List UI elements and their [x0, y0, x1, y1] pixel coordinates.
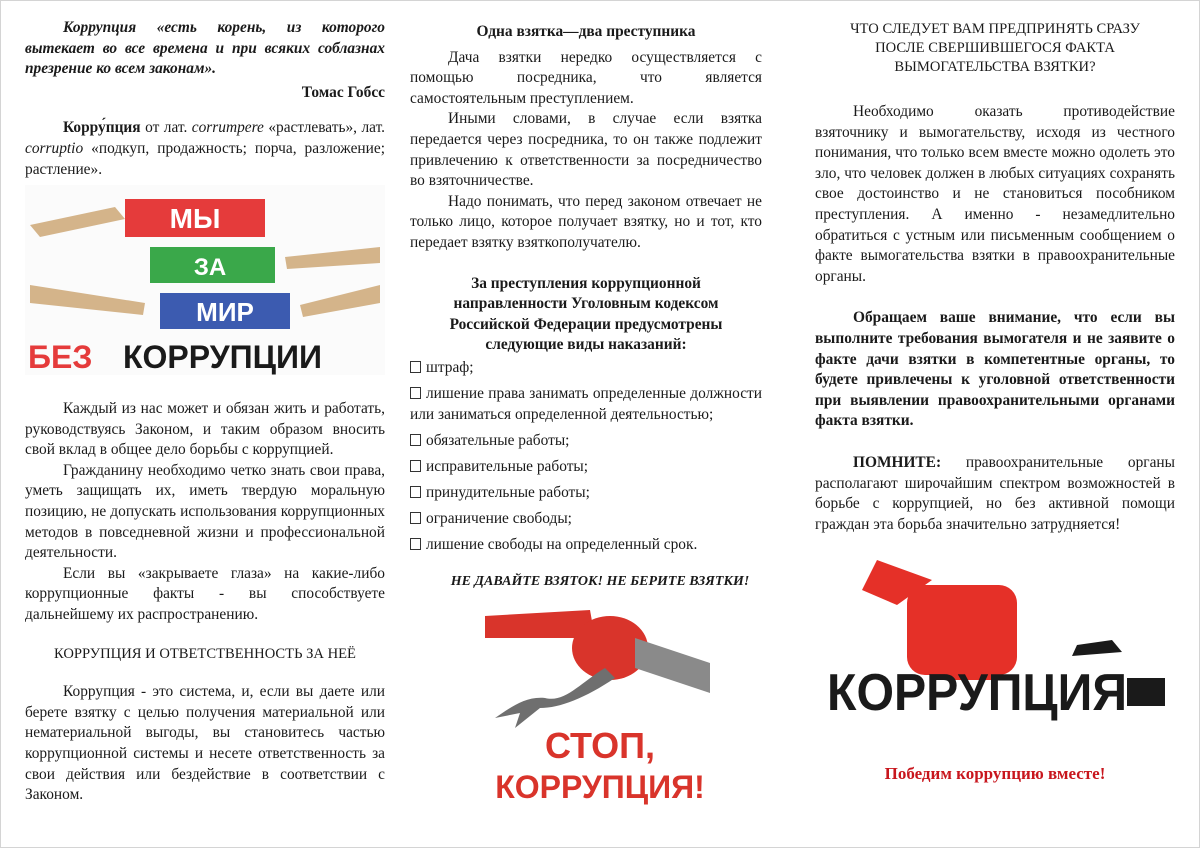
- closing-slogan: Победим коррупцию вместе!: [884, 764, 1106, 783]
- warning-paragraph: Обращаем ваше внимание, что если вы выполните требования вымогателя и не заявите о факте дачи взятки в компетентные органы, то будете привлечены к уголовной ответственности при выявлении правоохранительными органами факта взятки.: [815, 309, 1175, 430]
- poster-word: БЕЗ: [28, 339, 93, 375]
- checkbox-icon: [410, 387, 421, 399]
- right-column: [815, 20, 1175, 535]
- checkbox-icon: [410, 434, 421, 446]
- paragraph: Гражданину необходимо четко знать свои права, уметь защищать их, иметь твердую моральную позицию, не допускать использования коррупционных методов в повседневной жизни и профессиональной деятельности.: [25, 461, 385, 562]
- definition-text: от лат.: [140, 119, 192, 137]
- paragraph: Если вы «закрываете глаза» на какие-либо коррупционные факты - вы способствуете дальнейшему их распространению.: [25, 564, 385, 623]
- list-item-text: штраф;: [426, 358, 474, 376]
- logo-text: КОРРУПЦИЯ: [827, 664, 1127, 722]
- poster-word: МИР: [196, 297, 254, 327]
- definition: [25, 118, 385, 180]
- definition-text: «растлевать», лат.: [263, 119, 385, 137]
- poster-word: СТОП,: [544, 725, 656, 766]
- left-body: [25, 399, 385, 806]
- briefcase-icon: [1127, 678, 1165, 706]
- list-item-text: принудительные работы;: [426, 483, 590, 501]
- slogan: НЕ ДАВАЙТЕ ВЗЯТОК! НЕ БЕРИТЕ ВЗЯТКИ!: [450, 574, 750, 589]
- remember-text: правоохранительные органы располагают широчайшим спектром возможностей в борьбе с коррупцией, но без активной помощи граждан эта борьба значительно затрудняется!: [815, 453, 1175, 533]
- section-title: Одна взятка—два преступника: [476, 23, 696, 40]
- grasping-hand-icon: [495, 668, 615, 728]
- list-item: [410, 483, 762, 504]
- list-item: [410, 358, 762, 379]
- checkbox-icon: [410, 361, 421, 373]
- list-item: [410, 384, 762, 425]
- definition-term: Корру́пция: [63, 119, 141, 137]
- checkbox-icon: [410, 486, 421, 498]
- corruption-logo: [822, 560, 1172, 725]
- latin-word: corruptio: [25, 139, 84, 157]
- list-item-text: исправительные работы;: [426, 457, 589, 475]
- section-heading: ЧТО СЛЕДУЕТ ВАМ ПРЕДПРИНЯТЬ СРАЗУ ПОСЛЕ СВЕРШИВШЕГОСЯ ФАКТА ВЫМОГАТЕЛЬСТВА ВЗЯТКИ?: [850, 21, 1140, 75]
- remember-label: ПОМНИТЕ:: [853, 453, 942, 471]
- list-item-text: обязательные работы;: [426, 431, 570, 449]
- list-item: [410, 457, 762, 478]
- poster-word: КОРРУПЦИЯ!: [495, 769, 705, 805]
- punishments-heading: За преступления коррупционной направленности Уголовным кодексом Российской Федерации предусмотрены следующие виды наказаний:: [449, 274, 723, 354]
- poster-word: МЫ: [169, 203, 221, 234]
- section-heading: КОРРУПЦИЯ И ОТВЕТСТВЕННОСТЬ ЗА НЕЁ: [54, 645, 356, 662]
- punishments-list: [410, 358, 762, 556]
- definition-text: «подкуп, продажность; порча, разложение; растление».: [25, 139, 385, 178]
- checkbox-icon: [410, 538, 421, 550]
- quote-author: Томас Гобсс: [301, 83, 385, 101]
- list-item: [410, 431, 762, 452]
- list-item-text: ограничение свободы;: [426, 509, 572, 527]
- paragraph: Каждый из нас может и обязан жить и работать, руководствуясь Законом, и таким образом вносить свой вклад в общее дело борьбы с коррупцией.: [25, 400, 385, 459]
- poster-word: ЗА: [193, 254, 227, 281]
- middle-column: [410, 22, 762, 561]
- poster-we-for-peace: [25, 185, 385, 375]
- list-item: [410, 509, 762, 530]
- poster-word: КОРРУПЦИИ: [123, 339, 322, 375]
- paragraph: Необходимо оказать противодействие взяточнику и вымогательству, исходя из честного понимания, что только всем вместе можно одолеть это зло, что человек должен в любых ситуациях сохранять свое достоинство и не становиться пособником преступления. А именно - незамедлительно обратиться с устным или письменным сообщением о факте вымогательства взятки в правоохранительные органы.: [815, 103, 1175, 285]
- arm-icon: [635, 638, 710, 693]
- paragraph: Иными словами, в случае если взятка передается через посредника, то он также подлежит привлечению к ответственности за посредничество во взяточничестве.: [410, 110, 762, 190]
- left-column: [25, 18, 385, 180]
- hobbes-quote: Коррупция «есть корень, из которого вытекает во все времена и при всяких соблазнах презрение ко всем законам».: [25, 19, 385, 78]
- poster-stop-corruption: [485, 608, 715, 808]
- checkbox-icon: [410, 460, 421, 472]
- hat-icon: [1072, 640, 1122, 656]
- list-item-text: лишение свободы на определенный срок.: [426, 536, 698, 554]
- paragraph: Дача взятки нередко осуществляется с помощью посредника, что является самостоятельным преступлением.: [410, 48, 762, 107]
- list-item-text: лишение права занимать определенные должности или заниматься определенной деятельностью;: [410, 385, 762, 423]
- checkbox-icon: [410, 512, 421, 524]
- list-item: [410, 535, 762, 556]
- latin-word: corrumpere: [191, 119, 264, 137]
- remember-paragraph: [815, 453, 1175, 535]
- paragraph: Надо понимать, что перед законом отвечает не только лицо, которое получает взятку, но и тот, кто передает взятку взяткополучателю.: [410, 192, 762, 251]
- paragraph: Коррупция - это система, и, если вы даете или берете взятку с целью получения материальной или нематериальной выгоды, вы становитесь частью коррупционной системы и несете ответственность за свои действия или бездействие в соответствии с Законом.: [25, 683, 385, 804]
